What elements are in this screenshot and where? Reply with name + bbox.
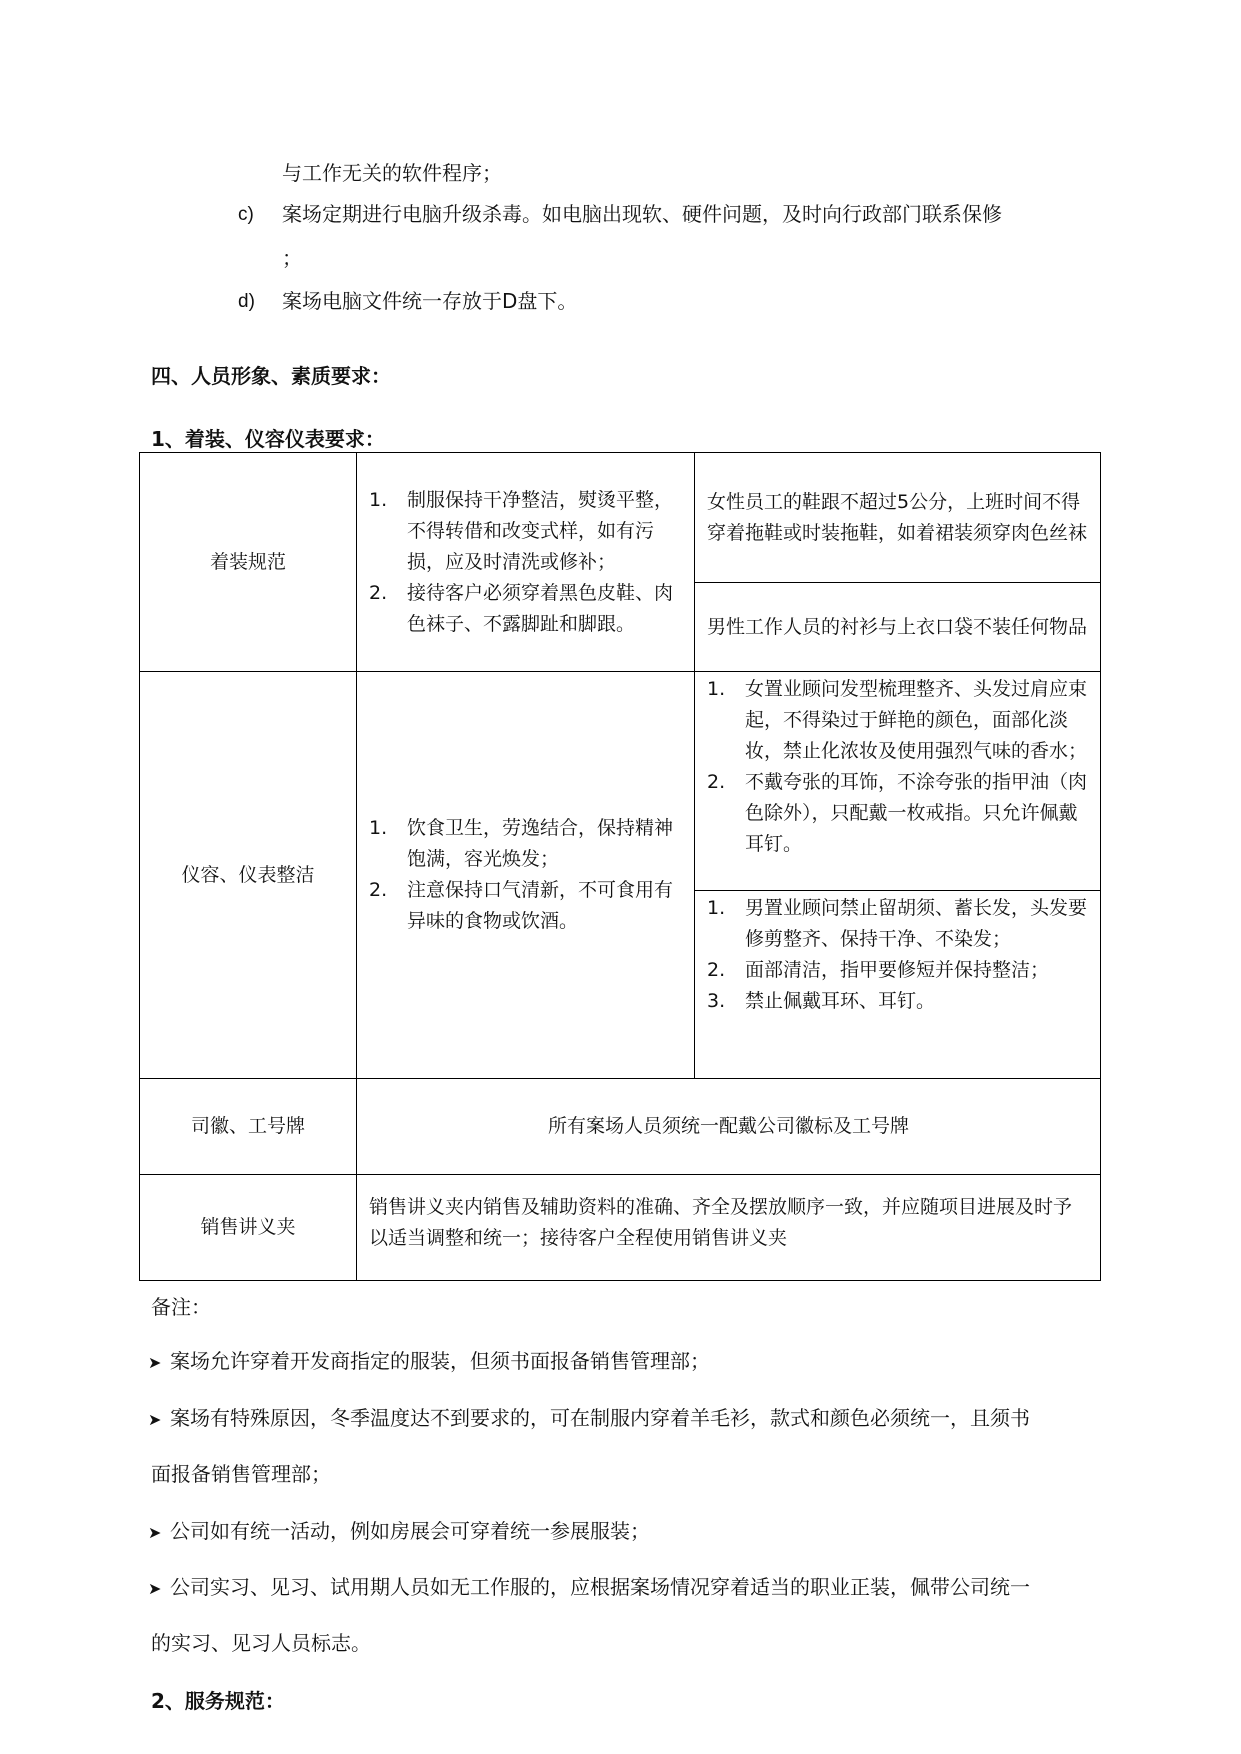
grooming-rules-cell [357, 672, 695, 1079]
note-2-line-2: 面报备销售管理部； [151, 1462, 331, 1486]
note-4-line-2: 的实习、见习人员标志。 [151, 1631, 371, 1655]
notes-heading: 备注： [151, 1295, 211, 1319]
list-item: 1. 制服保持干净整洁，熨烫平整，不得转借和改变式样，如有污损，应及时清洗或修补； [369, 488, 674, 573]
subsection-1-heading: 1、着装、仪容仪表要求： [151, 427, 385, 451]
folder-label: 销售讲义夹 [140, 1175, 357, 1281]
dress-rules-cell [357, 453, 695, 672]
male-dress-cell: 男性工作人员的衬衫与上衣口袋不装任何物品 [695, 583, 1101, 672]
note-1: ➤ 案场允许穿着开发商指定的服装，但须书面报备销售管理部； [148, 1349, 710, 1373]
badge-text-cell: 所有案场人员须统一配戴公司徽标及工号牌 [357, 1079, 1101, 1175]
note-2-line-1: ➤ 案场有特殊原因，冬季温度达不到要求的，可在制服内穿着羊毛衫，款式和颜色必须统一，且须书 [148, 1406, 1030, 1430]
arrow-bullet-icon: ➤ [148, 1523, 162, 1542]
badge-label: 司徽、工号牌 [140, 1079, 357, 1175]
list-marker-d: d) [238, 291, 255, 312]
list-item-c: 案场定期进行电脑升级杀毒。如电脑出现软、硬件问题，及时向行政部门联系保修 [282, 202, 1002, 226]
list-marker-c: c) [238, 204, 254, 225]
note-3: ➤ 公司如有统一活动，例如房展会可穿着统一参展服装； [148, 1519, 650, 1543]
list-item: 1. 男置业顾问禁止留胡须、蓄长发，头发要修剪整齐、保持干净、不染发； [707, 897, 1088, 950]
table-row [140, 1175, 1101, 1281]
grooming-label: 仪容、仪表整洁 [140, 672, 357, 1079]
appearance-requirements-table [139, 452, 1101, 1281]
list-item: 2. 不戴夸张的耳饰，不涂夸张的指甲油（肉色除外），只配戴一枚戒指。只允许佩戴耳钉。 [707, 771, 1088, 855]
arrow-bullet-icon: ➤ [148, 1353, 162, 1372]
list-item: 1. 女置业顾问发型梳理整齐、头发过肩应束起，不得染过于鲜艳的颜色，面部化淡妆，禁止化浓妆及使用强烈气味的香水； [707, 678, 1088, 762]
female-grooming-cell [695, 672, 1101, 891]
table-row [140, 1079, 1101, 1175]
list-item: 2. 面部清洁，指甲要修短并保持整洁； [707, 959, 1050, 981]
list-item-d: 案场电脑文件统一存放于D盘下。 [282, 289, 578, 313]
table-row [140, 672, 1101, 891]
arrow-bullet-icon: ➤ [148, 1410, 162, 1429]
dress-label: 着装规范 [140, 453, 357, 672]
note-4-line-1: ➤ 公司实习、见习、试用期人员如无工作服的，应根据案场情况穿着适当的职业正装，佩带公司统一 [148, 1575, 1030, 1599]
male-grooming-cell [695, 891, 1101, 1079]
list-item-c-tail: ； [282, 246, 302, 270]
list-item: 2. 接待客户必须穿着黑色皮鞋、肉色袜子、不露脚趾和脚跟。 [369, 581, 674, 635]
section-2-heading: 2、服务规范： [151, 1689, 285, 1713]
list-item: 3. 禁止佩戴耳环、耳钉。 [707, 990, 936, 1012]
section-4-heading: 四、人员形象、素质要求： [151, 364, 391, 388]
list-item: 1. 饮食卫生，劳逸结合，保持精神饱满，容光焕发； [369, 817, 674, 870]
female-dress-cell: 女性员工的鞋跟不超过5公分，上班时间不得穿着拖鞋或时装拖鞋，如着裙装须穿肉色丝袜 [695, 453, 1101, 583]
table-row [140, 453, 1101, 583]
folder-text-cell: 销售讲义夹内销售及辅助资料的准确、齐全及摆放顺序一致，并应随项目进展及时予以适当调整和统一；接待客户全程使用销售讲义夹 [357, 1175, 1101, 1281]
list-item: 2. 注意保持口气清新，不可食用有异味的食物或饮酒。 [369, 879, 674, 932]
list-continuation: 与工作无关的软件程序； [282, 161, 502, 185]
arrow-bullet-icon: ➤ [148, 1579, 162, 1598]
